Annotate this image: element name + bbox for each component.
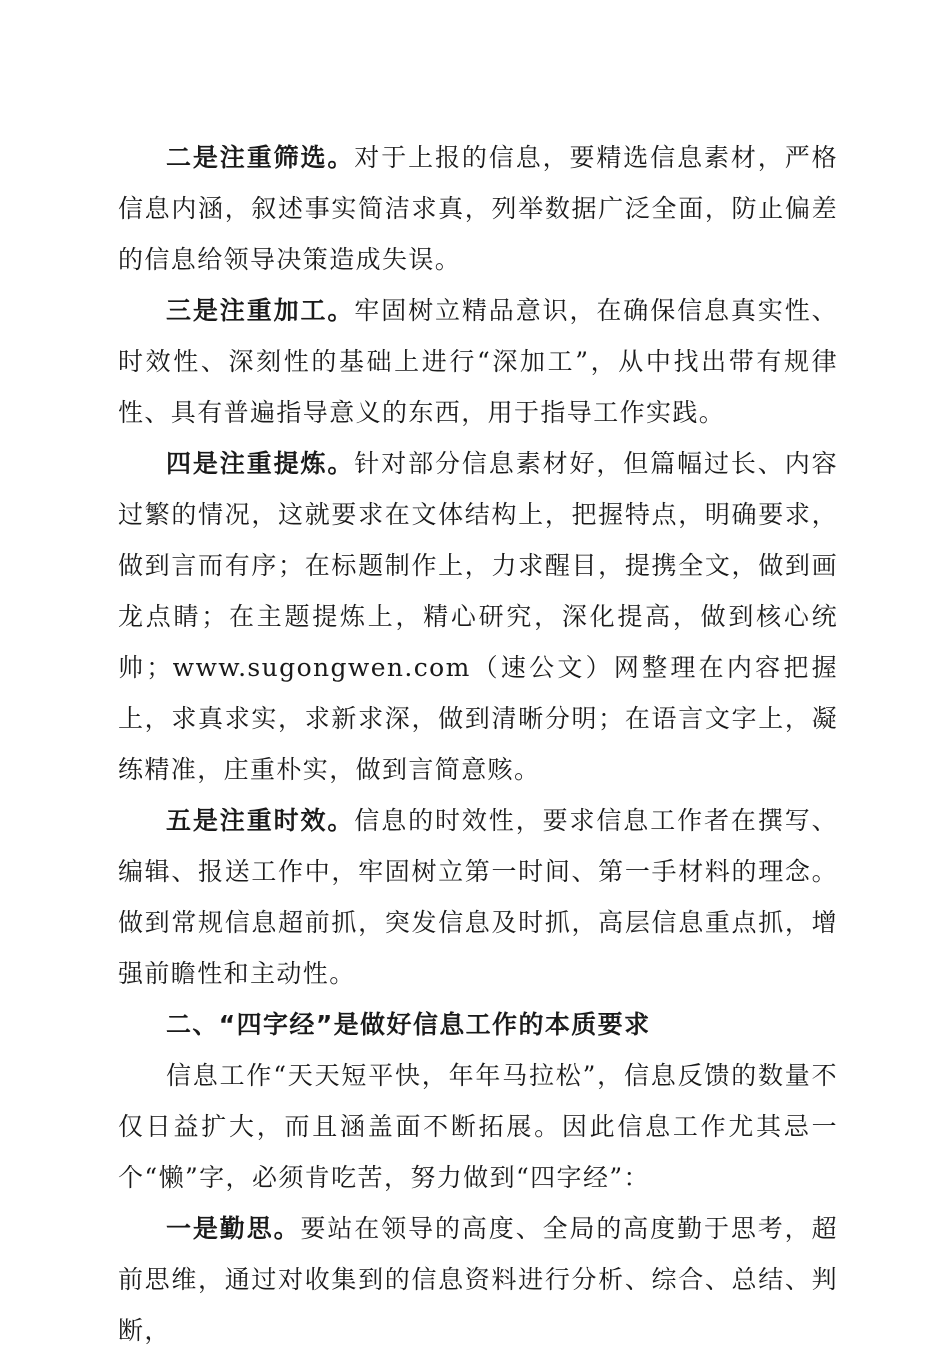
- paragraph-text: 牢固树立精品意识，在确保信息真实性、时效性、深刻性的基础上进行“深加工”，从中找出带有规律性、具有普遍指导意义的东西，用于指导工作实践。: [118, 296, 838, 427]
- paragraph-intro: 信息工作“天天短平快，年年马拉松”，信息反馈的数量不仅日益扩大，而且涵盖面不断拓展。因此信息工作尤其忌一个“懒”字，必须肯吃苦，努力做到“四字经”：: [118, 1061, 838, 1192]
- paragraph-text: 针对部分信息素材好，但篇幅过长、内容过繁的情况，这就要求在文体结构上，把握特点，明确要求，做到言而有序；在标题制作上，力求醒目，提携全文，做到画龙点睛；在主题提炼上，精心研究，深化提高，做到核心统帅；www.sugongwen.com（速公文）网整理在内容把握上，求真求实，求新求深，做到清晰分明；在语言文字上，凝练精准，庄重朴实，做到言简意赅。: [118, 449, 838, 784]
- paragraph-diligent-thinking: [118, 1203, 838, 1356]
- paragraph-text: 信息的时效性，要求信息工作者在撰写、编辑、报送工作中，牢固树立第一时间、第一手材料的理念。做到常规信息超前抓，突发信息及时抓，高层信息重点抓，增强前瞻性和主动性。: [118, 806, 838, 988]
- paragraph-lead: 二是注重筛选。: [166, 143, 355, 172]
- paragraph-lead: 五是注重时效。: [166, 806, 355, 835]
- paragraph-lead: 三是注重加工。: [166, 296, 355, 325]
- paragraph-refining: [118, 438, 838, 795]
- section-heading: 二、“四字经”是做好信息工作的本质要求: [166, 1010, 651, 1039]
- paragraph-text: 要站在领导的高度、全局的高度勤于思考，超前思维，通过对收集到的信息资料进行分析、综合、总结、判断，: [118, 1214, 838, 1345]
- document-body: [118, 132, 838, 1356]
- paragraph-screening: [118, 132, 838, 285]
- paragraph-processing: [118, 285, 838, 438]
- paragraph-timeliness: [118, 795, 838, 999]
- paragraph-lead: 四是注重提炼。: [166, 449, 355, 478]
- paragraph-text: 对于上报的信息，要精选信息素材，严格信息内涵，叙述事实简洁求真，列举数据广泛全面，防止偏差的信息给领导决策造成失误。: [118, 143, 838, 274]
- paragraph-lead: 一是勤思。: [166, 1214, 301, 1243]
